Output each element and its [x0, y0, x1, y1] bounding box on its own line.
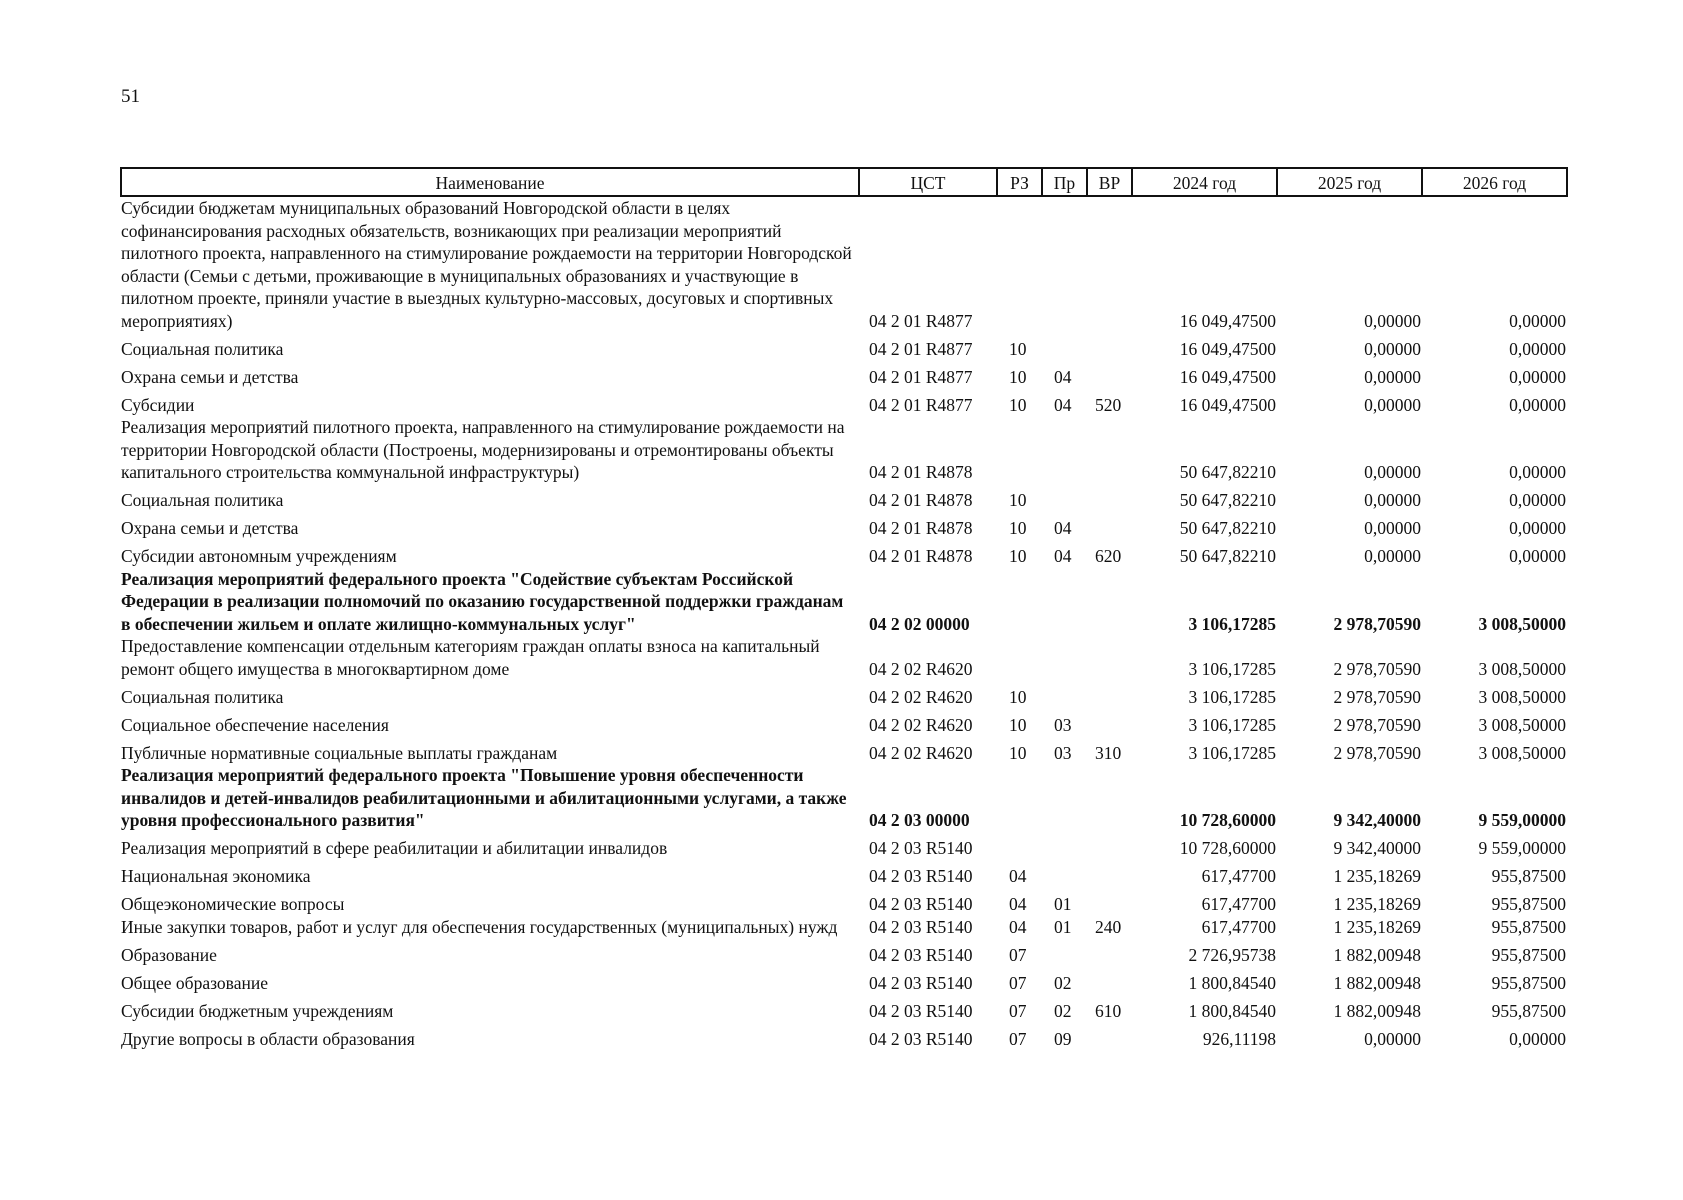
cell-vr: 310 — [1095, 742, 1122, 763]
cell-rz: 07 — [1009, 1000, 1027, 1021]
cell-y2024: 3 106,17285 — [1188, 714, 1276, 735]
cell-name: Иные закупки товаров, работ и услуг для обеспечения государственных (муниципальных) нужд — [121, 916, 838, 937]
cell-pr — [1042, 832, 1087, 860]
cell-y2026: 0,00000 — [1509, 518, 1566, 538]
table-row — [121, 416, 1567, 484]
cell-name: Реализация мероприятий в сфере реабилитации и абилитации инвалидов — [121, 838, 668, 858]
cell-cst: 04 2 02 R4620 — [869, 658, 973, 679]
cell-rz — [997, 568, 1042, 636]
cell-y2026: 3 008,50000 — [1478, 742, 1566, 763]
table-row — [121, 966, 1567, 994]
cell-y2024: 16 049,47500 — [1179, 366, 1276, 387]
cell-y2024: 1 800,84540 — [1188, 972, 1276, 993]
table-body — [121, 196, 1567, 1050]
cell-vr — [1087, 708, 1132, 736]
cell-y2025: 2 978,70590 — [1333, 686, 1421, 707]
cell-vr — [1087, 416, 1132, 484]
cell-pr: 03 — [1054, 714, 1072, 735]
cell-vr — [1087, 512, 1132, 540]
cell-cst: 04 2 03 00000 — [869, 810, 970, 830]
cell-y2024: 617,47700 — [1201, 894, 1276, 914]
cell-y2024: 10 728,60000 — [1179, 838, 1276, 858]
cell-name: Охрана семьи и детства — [121, 518, 299, 538]
cell-pr: 03 — [1054, 742, 1072, 763]
cell-cst: 04 2 03 R5140 — [869, 1028, 973, 1049]
table-row — [121, 360, 1567, 388]
table-row — [121, 332, 1567, 360]
cell-pr: 04 — [1054, 518, 1072, 538]
cell-name: Реализация мероприятий федерального проекта "Содействие субъектам Российской Федерации в реализации полномочий по оказанию государственной поддержки гражданам в обеспечении жильем и оплате жилищно-коммунальных услуг" — [121, 568, 844, 634]
cell-cst: 04 2 01 R4878 — [869, 518, 973, 538]
budget-table — [120, 167, 1568, 1050]
table-row — [121, 568, 1567, 636]
cell-vr: 620 — [1095, 546, 1122, 566]
cell-y2024: 16 049,47500 — [1179, 338, 1276, 359]
cell-cst: 04 2 03 R5140 — [869, 944, 973, 965]
cell-y2025: 0,00000 — [1364, 1028, 1421, 1049]
cell-rz — [997, 832, 1042, 860]
cell-name: Социальная политика — [121, 338, 284, 359]
cell-vr — [1087, 966, 1132, 994]
cell-name: Социальная политика — [121, 686, 284, 707]
header-rz: РЗ — [997, 168, 1042, 196]
cell-y2025: 0,00000 — [1364, 490, 1421, 510]
cell-y2025: 1 235,18269 — [1333, 916, 1421, 937]
cell-y2026: 955,87500 — [1491, 866, 1566, 886]
cell-name: Субсидии — [121, 394, 195, 415]
cell-cst: 04 2 03 R5140 — [869, 866, 973, 886]
cell-pr: 02 — [1054, 1000, 1072, 1021]
cell-vr: 240 — [1095, 916, 1122, 937]
cell-y2025: 0,00000 — [1364, 338, 1421, 359]
header-pr: Пр — [1042, 168, 1087, 196]
cell-y2026: 0,00000 — [1509, 1028, 1566, 1049]
cell-y2026: 3 008,50000 — [1478, 714, 1566, 735]
cell-y2024: 1 800,84540 — [1188, 1000, 1276, 1021]
cell-y2024: 3 106,17285 — [1188, 658, 1276, 679]
cell-pr: 04 — [1054, 546, 1072, 566]
cell-pr — [1042, 568, 1087, 636]
cell-y2025: 1 882,00948 — [1333, 944, 1421, 965]
cell-y2026: 0,00000 — [1509, 338, 1566, 359]
cell-y2026: 955,87500 — [1491, 972, 1566, 993]
cell-y2024: 16 049,47500 — [1179, 394, 1276, 415]
cell-vr: 610 — [1095, 1000, 1122, 1021]
cell-y2024: 3 106,17285 — [1188, 742, 1276, 763]
cell-vr — [1087, 832, 1132, 860]
cell-vr — [1087, 1022, 1132, 1050]
cell-cst: 04 2 03 R5140 — [869, 916, 973, 937]
cell-pr — [1042, 332, 1087, 360]
cell-y2024: 50 647,82210 — [1179, 518, 1276, 538]
cell-cst: 04 2 02 R4620 — [869, 686, 973, 707]
table-row — [121, 832, 1567, 860]
table-row — [121, 888, 1567, 916]
cell-cst: 04 2 01 R4877 — [869, 394, 973, 415]
cell-name: Общеэкономические вопросы — [121, 894, 345, 914]
cell-name: Реализация мероприятий федерального проекта "Повышение уровня обеспеченности инвалидов и детей-инвалидов реабилитационными и абилитационными услугами, а также уровня профессионального развития" — [121, 765, 847, 830]
cell-y2026: 0,00000 — [1509, 366, 1566, 387]
cell-y2025: 2 978,70590 — [1333, 658, 1421, 679]
cell-name: Другие вопросы в области образования — [121, 1028, 415, 1049]
cell-cst: 04 2 01 R4877 — [869, 366, 973, 387]
cell-pr: 04 — [1054, 366, 1072, 387]
cell-y2025: 2 978,70590 — [1333, 714, 1421, 735]
cell-vr — [1087, 484, 1132, 512]
cell-y2026: 0,00000 — [1509, 310, 1566, 331]
cell-name: Охрана семьи и детства — [121, 366, 299, 387]
cell-vr — [1087, 888, 1132, 916]
table-row — [121, 680, 1567, 708]
cell-y2025: 1 882,00948 — [1333, 1000, 1421, 1021]
cell-y2024: 617,47700 — [1201, 916, 1276, 937]
cell-cst: 04 2 02 R4620 — [869, 714, 973, 735]
table-row — [121, 860, 1567, 888]
cell-y2024: 3 106,17285 — [1188, 686, 1276, 707]
cell-y2026: 9 559,00000 — [1478, 810, 1566, 830]
header-2025: 2025 год — [1277, 168, 1422, 196]
cell-vr — [1087, 938, 1132, 966]
cell-name: Социальная политика — [121, 490, 284, 510]
cell-vr — [1087, 635, 1132, 680]
cell-y2026: 955,87500 — [1491, 916, 1566, 937]
cell-pr: 01 — [1054, 916, 1072, 937]
cell-rz: 10 — [1009, 490, 1027, 510]
cell-y2024: 3 106,17285 — [1188, 613, 1276, 634]
table-row — [121, 736, 1567, 764]
cell-name: Субсидии бюджетным учреждениям — [121, 1000, 394, 1021]
cell-name: Субсидии бюджетам муниципальных образований Новгородской области в целях софинансирования расходных обязательств, возникающих при реализации мероприятий пилотного проекта, направленного на стимулирование рождаемости на территории Новгородской области (Семьи с детьми, проживающие в муниципальных образованиях и участвующие в пилотном проекте, приняли участие в выездных культурно-массовых, досуговых и спортивных мероприятиях) — [121, 198, 852, 331]
cell-y2024: 50 647,82210 — [1179, 462, 1276, 482]
cell-pr: 09 — [1054, 1028, 1072, 1049]
cell-y2024: 50 647,82210 — [1179, 490, 1276, 510]
cell-rz — [997, 764, 1042, 832]
cell-y2026: 0,00000 — [1509, 462, 1566, 482]
table-row — [121, 708, 1567, 736]
cell-y2025: 2 978,70590 — [1333, 742, 1421, 763]
table-row — [121, 938, 1567, 966]
cell-pr: 02 — [1054, 972, 1072, 993]
table-row — [121, 484, 1567, 512]
cell-pr: 04 — [1054, 394, 1072, 415]
cell-y2026: 955,87500 — [1491, 1000, 1566, 1021]
header-cst: ЦСТ — [859, 168, 997, 196]
cell-vr — [1087, 860, 1132, 888]
cell-y2024: 2 726,95738 — [1188, 944, 1276, 965]
table-row — [121, 388, 1567, 416]
cell-y2025: 0,00000 — [1364, 462, 1421, 482]
table-row — [121, 196, 1567, 332]
table-row — [121, 916, 1567, 939]
cell-y2025: 9 342,40000 — [1333, 838, 1421, 858]
header-2026: 2026 год — [1422, 168, 1567, 196]
cell-y2026: 3 008,50000 — [1478, 613, 1566, 634]
cell-name: Образование — [121, 944, 217, 965]
cell-y2026: 0,00000 — [1509, 490, 1566, 510]
cell-rz: 07 — [1009, 944, 1027, 965]
cell-y2024: 926,11198 — [1202, 1028, 1276, 1049]
cell-cst: 04 2 01 R4878 — [869, 462, 973, 482]
cell-y2026: 3 008,50000 — [1478, 658, 1566, 679]
cell-rz: 04 — [1009, 866, 1027, 886]
cell-y2026: 0,00000 — [1509, 394, 1566, 415]
cell-name: Предоставление компенсации отдельным категориям граждан оплаты взноса на капитальный ремонт общего имущества в многоквартирном доме — [121, 636, 820, 679]
table-row — [121, 994, 1567, 1022]
cell-cst: 04 2 03 R5140 — [869, 894, 973, 914]
table-row — [121, 1022, 1567, 1050]
cell-rz: 10 — [1009, 338, 1027, 359]
cell-pr — [1042, 484, 1087, 512]
cell-cst: 04 2 01 R4878 — [869, 546, 973, 566]
cell-y2025: 2 978,70590 — [1333, 613, 1421, 634]
cell-cst: 04 2 03 R5140 — [869, 838, 973, 858]
cell-rz — [997, 635, 1042, 680]
cell-rz: 10 — [1009, 742, 1027, 763]
header-name: Наименование — [121, 168, 859, 196]
cell-y2025: 9 342,40000 — [1333, 810, 1421, 830]
cell-cst: 04 2 03 R5140 — [869, 1000, 973, 1021]
cell-y2024: 617,47700 — [1201, 866, 1276, 886]
cell-cst: 04 2 01 R4877 — [869, 338, 973, 359]
cell-pr — [1042, 196, 1087, 332]
cell-vr — [1087, 360, 1132, 388]
cell-pr — [1042, 764, 1087, 832]
cell-y2024: 50 647,82210 — [1179, 546, 1276, 566]
cell-vr — [1087, 568, 1132, 636]
cell-y2025: 0,00000 — [1364, 518, 1421, 538]
header-2024: 2024 год — [1132, 168, 1277, 196]
header-vr: ВР — [1087, 168, 1132, 196]
cell-vr — [1087, 764, 1132, 832]
cell-y2025: 1 235,18269 — [1333, 894, 1421, 914]
cell-y2025: 0,00000 — [1364, 310, 1421, 331]
cell-name: Реализация мероприятий пилотного проекта, направленного на стимулирование рождаемости на территории Новгородской области (Построены, модернизированы и отремонтированы объекты капитального строительства коммунальной инфраструктуры) — [121, 417, 845, 482]
cell-rz — [997, 196, 1042, 332]
cell-cst: 04 2 02 R4620 — [869, 742, 973, 763]
cell-vr — [1087, 680, 1132, 708]
cell-pr — [1042, 680, 1087, 708]
cell-name: Субсидии автономным учреждениям — [121, 546, 397, 566]
cell-y2024: 16 049,47500 — [1179, 310, 1276, 331]
cell-rz: 04 — [1009, 916, 1027, 937]
cell-y2025: 0,00000 — [1364, 394, 1421, 415]
cell-name: Общее образование — [121, 972, 268, 993]
cell-rz: 04 — [1009, 894, 1027, 914]
cell-vr — [1087, 332, 1132, 360]
cell-y2025: 1 235,18269 — [1333, 866, 1421, 886]
cell-pr — [1042, 860, 1087, 888]
cell-y2026: 9 559,00000 — [1478, 838, 1566, 858]
cell-rz: 07 — [1009, 972, 1027, 993]
cell-pr: 01 — [1054, 894, 1072, 914]
cell-y2025: 0,00000 — [1364, 366, 1421, 387]
table-row — [121, 540, 1567, 568]
cell-rz: 10 — [1009, 546, 1027, 566]
cell-rz: 07 — [1009, 1028, 1027, 1049]
cell-y2024: 10 728,60000 — [1179, 810, 1276, 830]
cell-y2025: 0,00000 — [1364, 546, 1421, 566]
cell-rz: 10 — [1009, 518, 1027, 538]
cell-rz: 10 — [1009, 714, 1027, 735]
cell-name: Публичные нормативные социальные выплаты гражданам — [121, 742, 558, 763]
cell-pr — [1042, 635, 1087, 680]
cell-vr: 520 — [1095, 394, 1122, 415]
cell-y2026: 955,87500 — [1491, 894, 1566, 914]
page-number: 51 — [121, 86, 140, 107]
cell-cst: 04 2 01 R4878 — [869, 490, 973, 510]
cell-y2026: 0,00000 — [1509, 546, 1566, 566]
cell-rz: 10 — [1009, 394, 1027, 415]
cell-rz: 10 — [1009, 686, 1027, 707]
cell-y2026: 955,87500 — [1491, 944, 1566, 965]
cell-rz — [997, 416, 1042, 484]
table-row — [121, 635, 1567, 680]
cell-pr — [1042, 938, 1087, 966]
cell-name: Социальное обеспечение населения — [121, 714, 389, 735]
table-header — [121, 168, 1567, 196]
cell-rz: 10 — [1009, 366, 1027, 387]
cell-pr — [1042, 416, 1087, 484]
table-row — [121, 512, 1567, 540]
table-row — [121, 764, 1567, 832]
cell-cst: 04 2 03 R5140 — [869, 972, 973, 993]
cell-y2026: 3 008,50000 — [1478, 686, 1566, 707]
cell-cst: 04 2 02 00000 — [869, 613, 970, 634]
cell-cst: 04 2 01 R4877 — [869, 310, 973, 331]
cell-y2025: 1 882,00948 — [1333, 972, 1421, 993]
cell-vr — [1087, 196, 1132, 332]
cell-name: Национальная экономика — [121, 866, 311, 886]
